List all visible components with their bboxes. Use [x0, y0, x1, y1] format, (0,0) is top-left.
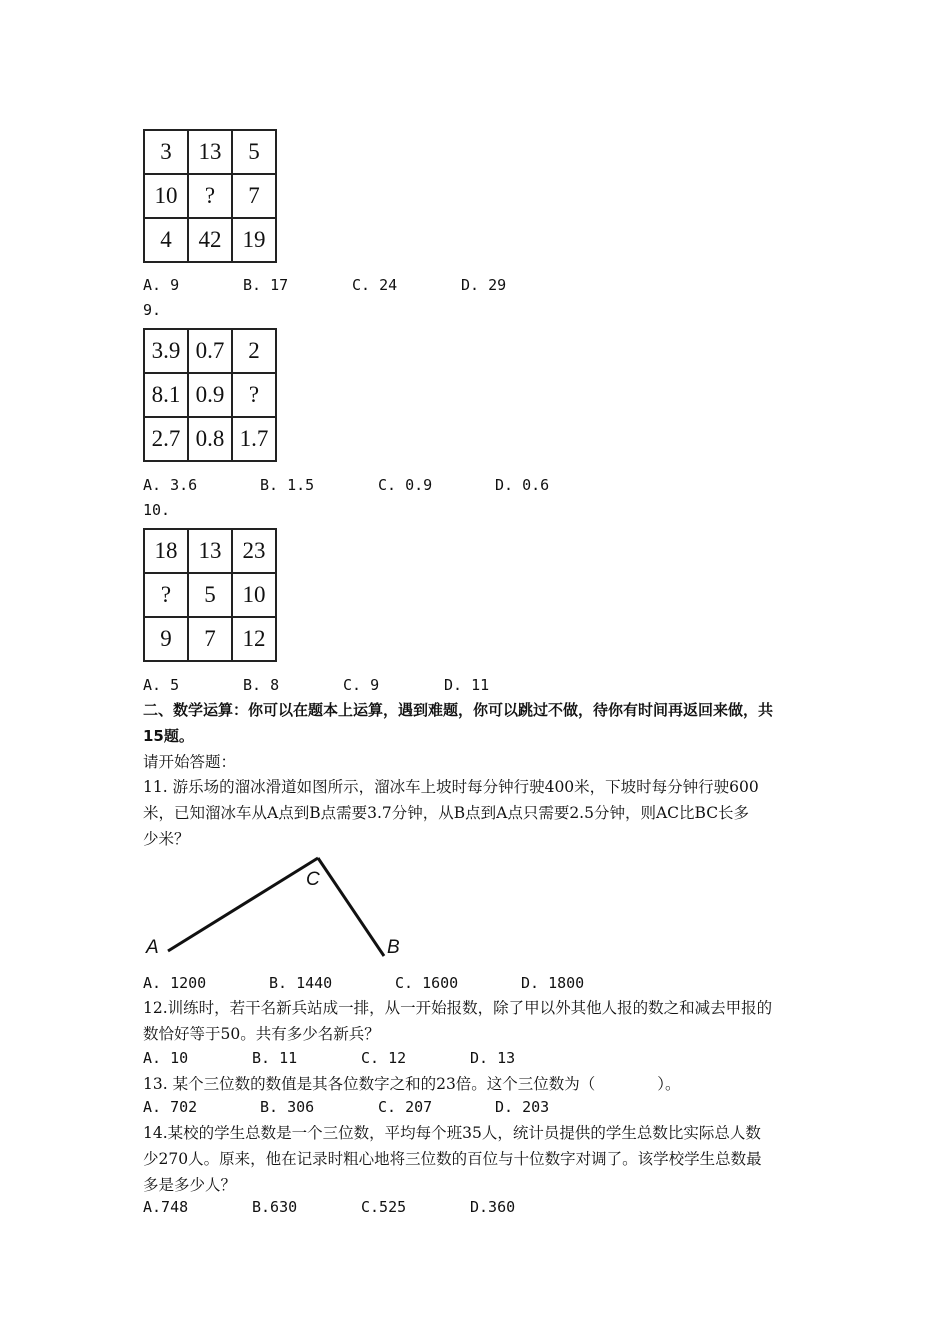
grid-cell: 9 [144, 617, 188, 661]
q14-options [143, 1198, 516, 1288]
grid-cell: 23 [232, 529, 276, 573]
slide-figure [140, 850, 420, 965]
point-a-label: A [146, 937, 159, 958]
q11-text-3: 少米？ [143, 830, 190, 848]
option-a: A.748 [143, 1198, 189, 1216]
q10-number: 10. [143, 501, 171, 519]
grid-cell: 2 [232, 329, 276, 373]
option-c: C. 0.9 [378, 476, 433, 494]
option-b: B. 11 [252, 1049, 298, 1067]
option-d: D. 203 [495, 1098, 550, 1116]
option-d: D. 13 [470, 1049, 516, 1067]
grid-cell: 5 [188, 573, 232, 617]
q14-text-2: 少270人。原来，他在记录时粗心地将三位数的百位与十位数字对调了。该学校学生总数最 [143, 1150, 762, 1168]
grid-cell: 3 [144, 130, 188, 174]
option-a: A. 10 [143, 1049, 189, 1067]
q14-text-1: 14.某校的学生总数是一个三位数，平均每个班35人，统计员提供的学生总数比实际总人数 [143, 1124, 761, 1142]
start-prompt: 请开始答题： [143, 753, 237, 771]
option-d: D. 0.6 [495, 476, 550, 494]
grid-cell: 1.7 [232, 417, 276, 461]
q9-grid [143, 328, 277, 462]
option-a: A. 5 [143, 676, 180, 694]
q13-text-1: 13. 某个三位数的数值是其各位数字之和的23倍。这个三位数为（ ）。 [143, 1075, 681, 1093]
option-b: B. 8 [243, 676, 280, 694]
grid-cell: 0.8 [188, 417, 232, 461]
grid-cell: 18 [144, 529, 188, 573]
point-b-label: B [387, 937, 400, 958]
grid-cell: 13 [188, 130, 232, 174]
option-b: B. 1.5 [260, 476, 315, 494]
option-a: A. 1200 [143, 974, 207, 992]
q11-text-2: 米，已知溜冰车从A点到B点需要3.7分钟，从B点到A点只需要2.5分钟，则AC比BC长多 [143, 804, 750, 822]
option-d: D. 29 [461, 276, 507, 294]
option-c: C. 207 [378, 1098, 433, 1116]
grid-cell: 13 [188, 529, 232, 573]
q10-grid [143, 528, 277, 662]
q12-text-2: 数恰好等于50。共有多少名新兵？ [143, 1025, 380, 1043]
q12-text-1: 12.训练时，若干名新兵站成一排，从一开始报数，除了甲以外其他人报的数之和减去甲报的 [143, 999, 773, 1017]
q11-text-1: 11. 游乐场的溜冰滑道如图所示，溜冰车上坡时每分钟行驶400米，下坡时每分钟行驶600 [143, 778, 759, 796]
option-b: B.630 [252, 1198, 298, 1216]
point-c-label: C [306, 869, 320, 890]
option-c: C. 24 [352, 276, 398, 294]
grid-cell: 0.7 [188, 329, 232, 373]
option-d: D.360 [470, 1198, 516, 1216]
option-c: C. 9 [343, 676, 380, 694]
option-a: A. 9 [143, 276, 180, 294]
grid-cell: 19 [232, 218, 276, 262]
grid-cell: 7 [188, 617, 232, 661]
grid-cell: 42 [188, 218, 232, 262]
grid-cell: ? [188, 174, 232, 218]
option-d: D. 1800 [521, 974, 585, 992]
option-b: B. 306 [260, 1098, 315, 1116]
grid-cell: ? [232, 373, 276, 417]
section-heading: 二、数学运算：你可以在题本上运算，遇到难题，你可以跳过不做，待你有时间再返回来做，共 [143, 701, 774, 719]
option-c: C. 12 [361, 1049, 407, 1067]
option-c: C. 1600 [395, 974, 459, 992]
grid-cell: 5 [232, 130, 276, 174]
option-c: C.525 [361, 1198, 407, 1216]
grid-cell: 3.9 [144, 329, 188, 373]
slope-ac [168, 858, 318, 951]
grid-cell: ? [144, 573, 188, 617]
grid-cell: 2.7 [144, 417, 188, 461]
option-a: A. 702 [143, 1098, 198, 1116]
grid-cell: 7 [232, 174, 276, 218]
option-b: B. 1440 [269, 974, 333, 992]
grid-cell: 4 [144, 218, 188, 262]
section-heading-cont: 15题。 [143, 727, 194, 745]
option-d: D. 11 [444, 676, 490, 694]
q8-grid [143, 129, 277, 263]
grid-cell: 8.1 [144, 373, 188, 417]
grid-cell: 0.9 [188, 373, 232, 417]
slope-cb [318, 858, 384, 956]
grid-cell: 10 [232, 573, 276, 617]
q14-text-3: 多是多少人？ [143, 1176, 237, 1194]
grid-cell: 12 [232, 617, 276, 661]
grid-cell: 10 [144, 174, 188, 218]
q9-number: 9. [143, 301, 162, 319]
option-b: B. 17 [243, 276, 289, 294]
option-a: A. 3.6 [143, 476, 198, 494]
